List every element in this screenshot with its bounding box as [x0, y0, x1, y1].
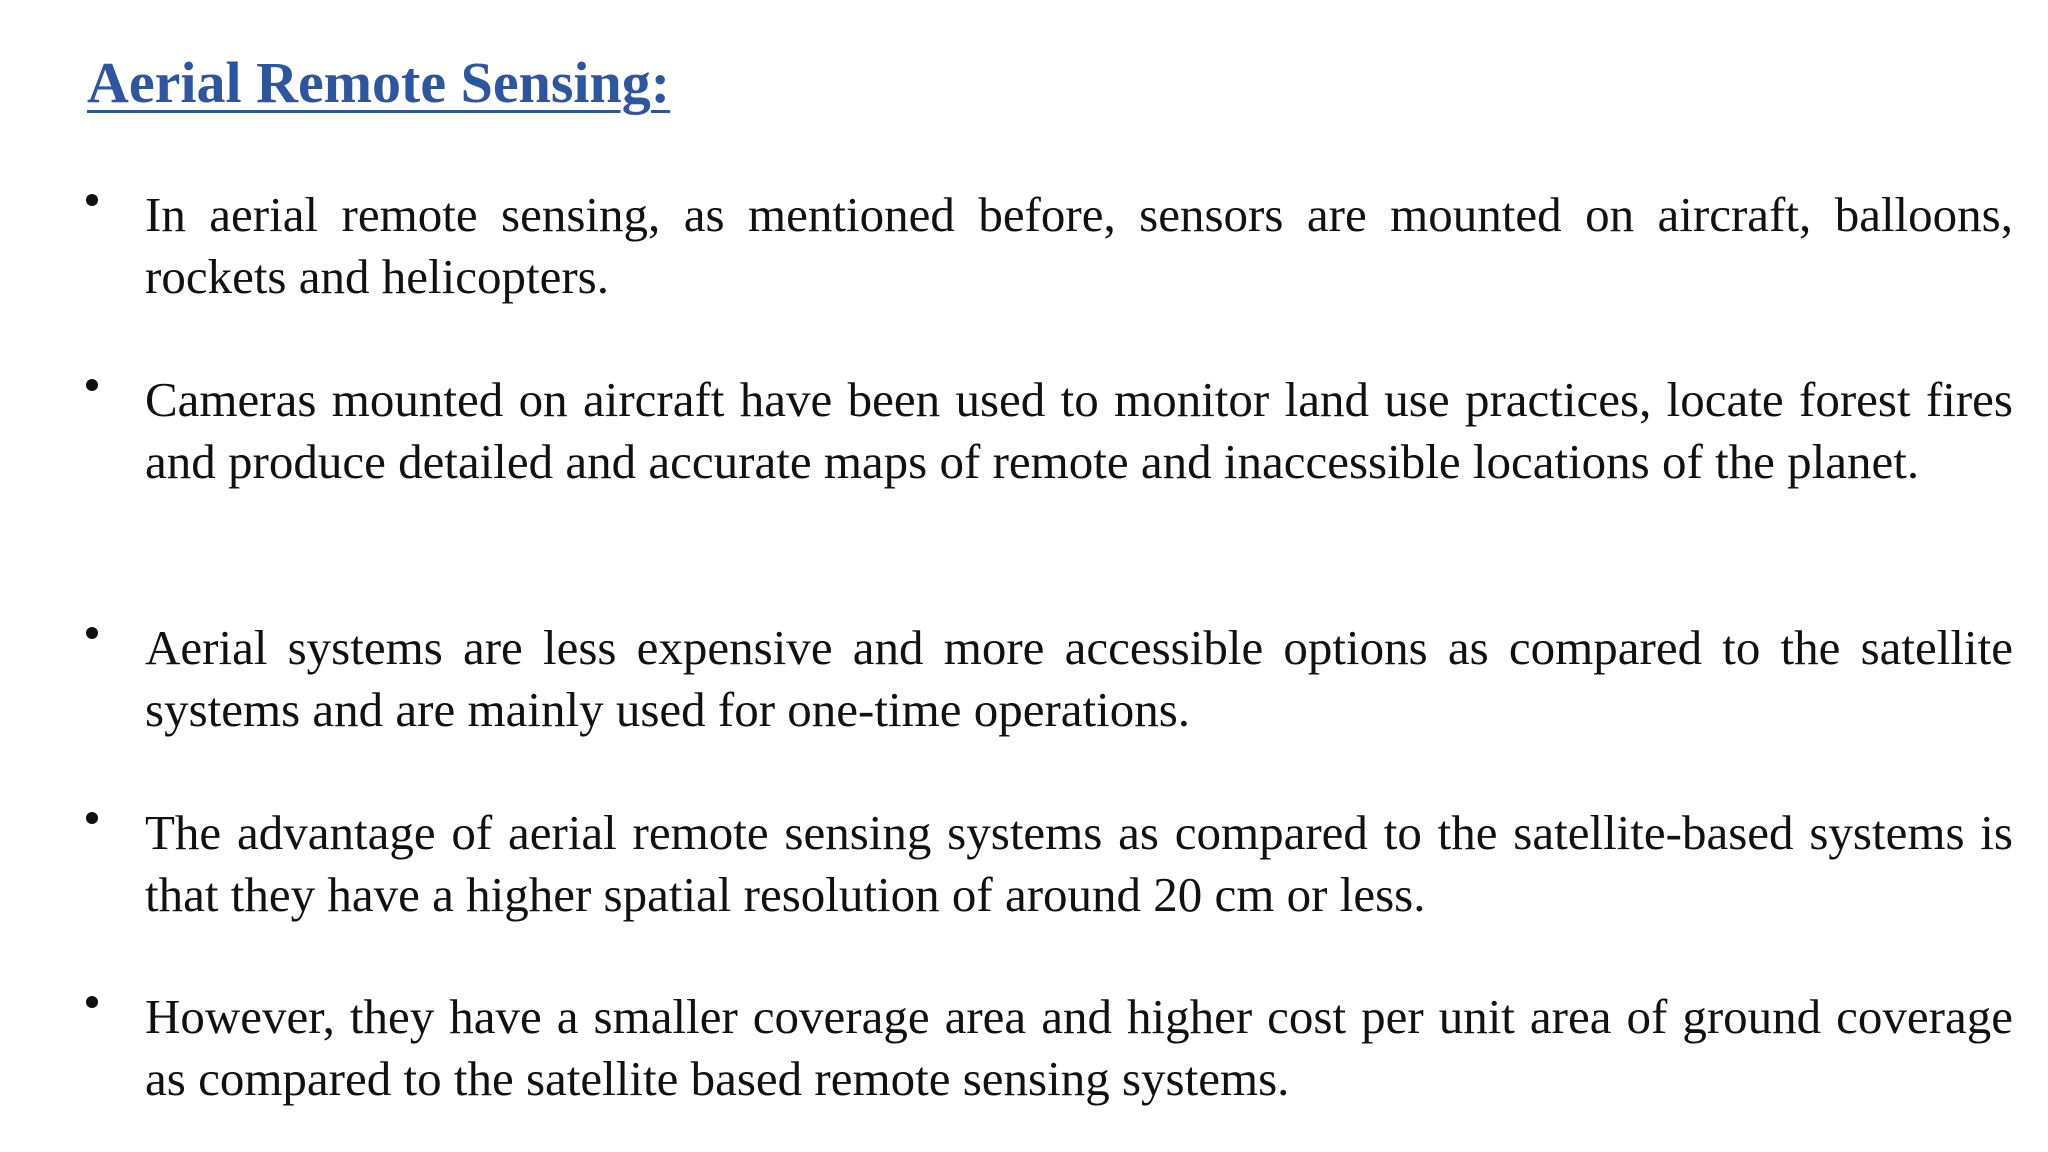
bullet-text: However, they have a smaller coverage area and higher cost per unit area of ground coverage as compared to the satellite based remote sensing systems.: [145, 989, 2013, 1106]
bullet-text: Aerial systems are less expensive and more accessible options as compared to the satellite systems and are mainly used for one-time operations.: [145, 620, 2013, 737]
bullet-icon: [86, 627, 98, 639]
bullet-icon: [86, 996, 98, 1008]
bullet-text: In aerial remote sensing, as mentioned before, sensors are mounted on aircraft, balloons, rockets and helicopters.: [145, 187, 2013, 304]
bullet-text: Cameras mounted on aircraft have been used to monitor land use practices, locate forest fires and produce detailed and accurate maps of remote and inaccessible locations of the planet.: [145, 372, 2013, 489]
bullet-text: The advantage of aerial remote sensing systems as compared to the satellite-based systems is that they have a higher spatial resolution of around 20 cm or less.: [145, 805, 2013, 922]
bullet-icon: [86, 812, 98, 824]
bullet-icon: [86, 379, 98, 391]
slide-title: Aerial Remote Sensing:: [87, 50, 671, 115]
bullet-icon: [86, 194, 98, 206]
